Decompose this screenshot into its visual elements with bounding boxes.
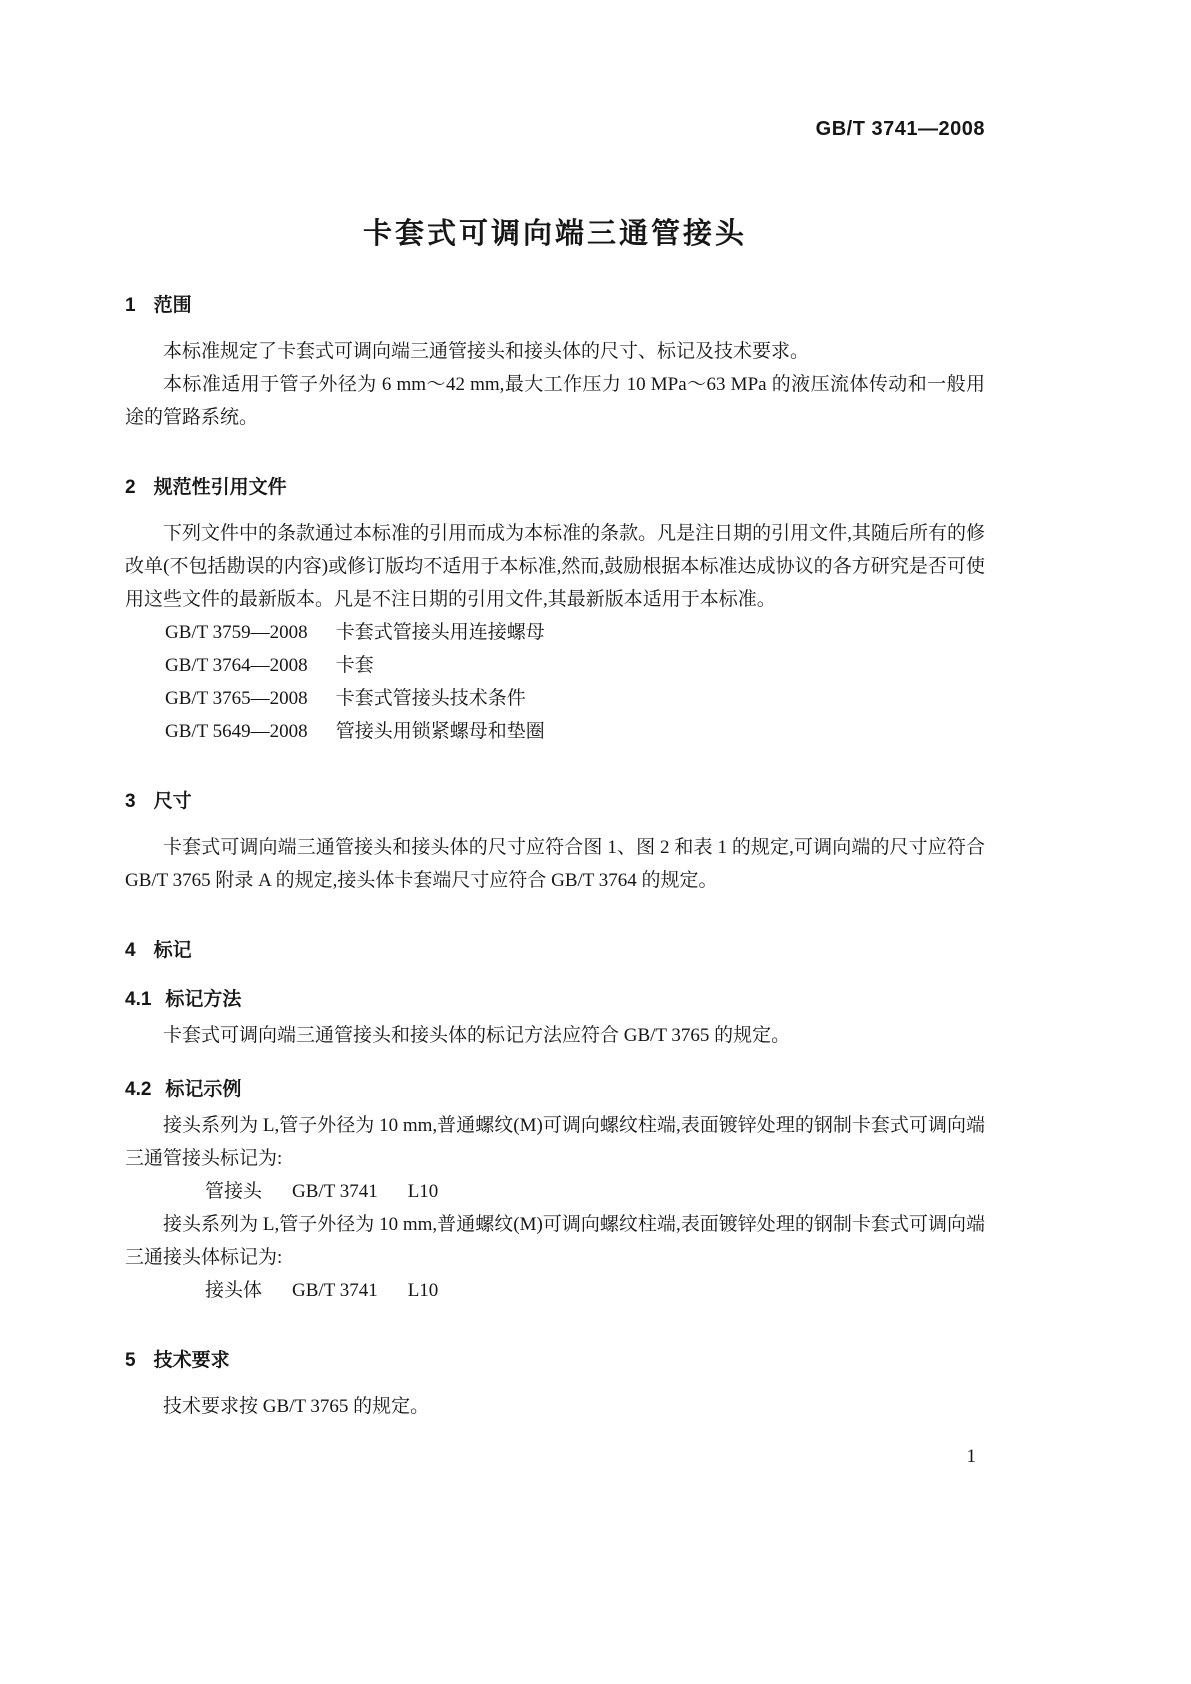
- example-code: GB/T 3741: [292, 1181, 378, 1202]
- section-4-2-label: 标记示例: [165, 1079, 242, 1100]
- section-3-paragraph-1: 卡套式可调向端三通管接头和接头体的尺寸应符合图 1、图 2 和表 1 的规定,可调向端的尺寸应符合 GB/T 3765 附录 A 的规定,接头体卡套端尺寸应符合 GB/T 3764 的规定。: [125, 837, 985, 891]
- document-header: [125, 118, 985, 141]
- reference-code: GB/T 3759—2008: [165, 622, 308, 643]
- section-3-label: 尺寸: [153, 791, 192, 812]
- section-4-2-paragraph-1: 接头系列为 L,管子外径为 10 mm,普通螺纹(M)可调向螺纹柱端,表面镀锌处理的钢制卡套式可调向端三通管接头标记为:: [125, 1115, 985, 1169]
- section-4-1-heading: [125, 984, 985, 1011]
- section-1-heading: [125, 290, 985, 317]
- document-title: 卡套式可调向端三通管接头: [362, 218, 747, 250]
- page-number: 1: [966, 1446, 976, 1467]
- reference-code: GB/T 3764—2008: [165, 655, 308, 676]
- reference-title: 卡套式管接头用连接螺母: [335, 622, 545, 643]
- reference-item: [165, 616, 985, 649]
- reference-item: [165, 649, 985, 682]
- example-size: L10: [407, 1181, 439, 1202]
- section-5-label: 技术要求: [153, 1350, 230, 1371]
- reference-code: GB/T 5649—2008: [165, 721, 308, 742]
- section-2-label: 规范性引用文件: [153, 477, 287, 498]
- reference-item: [165, 715, 985, 748]
- standard-number: GB/T 3741—2008: [815, 118, 985, 140]
- example-label: 管接头: [205, 1181, 263, 1202]
- section-4-1-number: 4.1: [125, 989, 152, 1010]
- example-size: L10: [407, 1280, 439, 1301]
- section-4-2-paragraph-2: 接头系列为 L,管子外径为 10 mm,普通螺纹(M)可调向螺纹柱端,表面镀锌处理的钢制卡套式可调向端三通接头体标记为:: [125, 1214, 985, 1268]
- section-4-1-label: 标记方法: [165, 989, 242, 1010]
- section-5-paragraph-1: 技术要求按 GB/T 3765 的规定。: [163, 1396, 430, 1417]
- designation-example-fitting: [205, 1175, 985, 1208]
- section-4-2-heading: [125, 1074, 985, 1101]
- reference-list: [125, 616, 985, 748]
- reference-code: GB/T 3765—2008: [165, 688, 308, 709]
- section-4-heading: [125, 935, 985, 962]
- designation-example-body: [205, 1274, 985, 1307]
- reference-item: [165, 682, 985, 715]
- section-2-heading: [125, 472, 985, 499]
- section-4-label: 标记: [153, 940, 192, 961]
- section-4-1-paragraph-1: 卡套式可调向端三通管接头和接头体的标记方法应符合 GB/T 3765 的规定。: [163, 1025, 791, 1046]
- section-1-paragraph-2: 本标准适用于管子外径为 6 mm～42 mm,最大工作压力 10 MPa～63 MPa 的液压流体传动和一般用途的管路系统。: [125, 374, 985, 428]
- page-footer: [967, 1446, 977, 1468]
- section-4-2-number: 4.2: [125, 1079, 152, 1100]
- reference-title: 管接头用锁紧螺母和垫圈: [335, 721, 545, 742]
- reference-title: 卡套: [335, 655, 374, 676]
- section-5-number: 5: [125, 1350, 136, 1371]
- section-1-paragraph-1: 本标准规定了卡套式可调向端三通管接头和接头体的尺寸、标记及技术要求。: [163, 341, 810, 362]
- reference-title: 卡套式管接头技术条件: [335, 688, 526, 709]
- example-code: GB/T 3741: [292, 1280, 378, 1301]
- section-1-number: 1: [125, 295, 136, 316]
- section-3-number: 3: [125, 791, 136, 812]
- example-label: 接头体: [205, 1280, 263, 1301]
- section-2-paragraph-1: 下列文件中的条款通过本标准的引用而成为本标准的条款。凡是注日期的引用文件,其随后所有的修改单(不包括勘误的内容)或修订版均不适用于本标准,然而,鼓励根据本标准达成协议的各方研究是否可使用这些文件的最新版本。凡是不注日期的引用文件,其最新版本适用于本标准。: [125, 523, 985, 610]
- section-3-heading: [125, 786, 985, 813]
- document-body: [125, 290, 985, 1423]
- section-4-number: 4: [125, 940, 136, 961]
- section-5-heading: [125, 1345, 985, 1372]
- section-1-label: 范围: [153, 295, 192, 316]
- section-2-number: 2: [125, 477, 136, 498]
